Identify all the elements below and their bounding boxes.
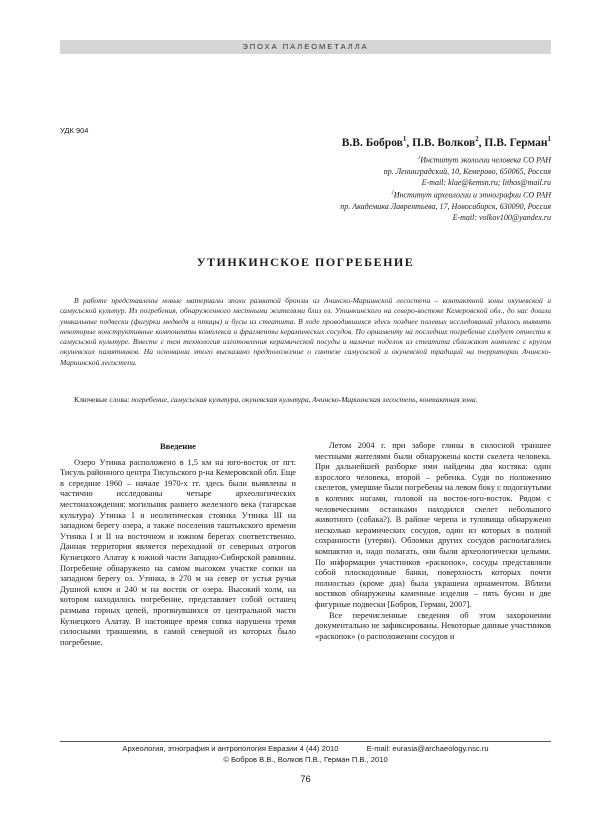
affiliation-line: $^1$Институт экологии человека СО РАН: [417, 155, 551, 165]
page-number: 76: [300, 774, 311, 785]
body-paragraph: Летом 2004 г. при заборе глины в силосной траншее местными жителями были обнаружены кости скелета человека. При дальнейшей разборке ими найдены два костяка: один взрослого человека, второй – ребенка. Судя по положению скелетов, умершие были погребены на левом боку с подогнутыми в коленях ногами, головой на восток-юго-восток. Рядом с человеческими останками находился скелет небольшого животного (собака?). В районе черепа и туловища обнаружено несколько керамических сосудов, один из которых в полной сохранности (утерян). Обломки других сосудов располагались компактно и, надо полагать, они были археологически целыми. По информации участников «раскопок», сосуды представляли собой плоскодонные банки, поверхность которых почти полностью (кроме дна) была украшена орнаментом. Вблизи костяков обнаружены каменные изделия – пять бусин и две фигурные подвески [Бобров, Герман, 2007].: [315, 441, 551, 609]
keywords-label: Ключевые слова:: [74, 395, 130, 404]
author-affiliation-mark: 2: [475, 136, 479, 143]
footer-divider: [60, 741, 551, 742]
journal-year: 2010: [321, 744, 339, 753]
udk-code: УДК 904: [60, 126, 89, 135]
affiliation-line: пр. Академика Лаврентьева, 17, Новосибирск, 630090, Россия: [340, 202, 551, 212]
journal-footer: [60, 744, 551, 765]
author-affiliation-mark: 1: [402, 136, 407, 143]
author-name: П.В. Герман: [484, 136, 548, 149]
author-name: В.В. Бобров: [341, 136, 403, 149]
author-affiliation-mark: 1: [547, 136, 551, 143]
body-column-left: [60, 441, 296, 648]
journal-line: [60, 744, 551, 755]
journal-issue: 4 (44): [299, 744, 320, 753]
section-heading: Введение: [160, 441, 196, 451]
author-name: П.В. Волков: [412, 136, 476, 149]
section-title: ЭПОХА ПАЛЕОМЕТАЛЛА: [242, 42, 369, 51]
section-header-band: [60, 40, 551, 54]
affiliation-email[interactable]: E-mail: volkov100@yandex.ru: [452, 213, 551, 223]
affiliation-line: $^2$Институт археологии и этнографии СО РАН: [391, 190, 551, 200]
body-paragraph: Озеро Утинка расположено в 1,5 км на юго-восток от пгт. Тисуль районного центра Тисульского р-на Кемеровской обл. Еще в середине 1960 – начале 1970-х гг. здесь были выявлены и частично исследованы четыре археологических местонахождения: могильник раннего железного века (тагарская культура) Утинка I и неолитическая стоянка Утинка III на западном берегу озера, а также поселения таштыкского времени Утинка I и II на восточном и южном берегах соответственно. Данная территория является переходной от северных отрогов Кузнецкого Алатау к южной части Западно-Сибирской равнины. Погребение обнаружено на самом высоком участке сопки на западном берегу оз. Утинка, в 270 м на север от устья ручья Душной ключ и 240 м на восток от озера. Высокий холм, на котором находилось погребение, представляет собой останец размыва горных цепей, протянувшихся от центральной части Кузнецкого Алатау. В настоящее время сопка нарушена тремя силосными траншеями, в самой северной из которых было погребение.: [60, 457, 297, 647]
keywords-text: погребение, самусьская культура, окуневская культура, Ачинско-Мариинская лесостепь, контактная зона.: [131, 395, 478, 404]
copyright-line: © Бобров В.В., Волков П.В., Герман П.В., 2010: [223, 754, 388, 764]
journal-email[interactable]: E-mail: eurasia@archaeology.nsc.ru: [366, 744, 489, 753]
journal-name: Археология, этнография и антропология Евразии: [122, 744, 298, 753]
affiliations: [131, 153, 551, 224]
affiliation-line: пр. Ленинградский, 10, Кемерово, 650065, Россия: [383, 166, 551, 176]
article-title: УТИНКИНСКОЕ ПОГРЕБЕНИЕ: [196, 255, 415, 269]
author-list: В.В. Бобров$^1$, П.В. Волков$^2$, П.В. Герман$^1$: [341, 136, 551, 149]
keywords: [60, 395, 551, 405]
body-column-right: [315, 441, 551, 642]
affiliation-email[interactable]: E-mail: klae@kemsn.ru; lithos@mail.ru: [421, 178, 551, 188]
body-paragraph: Все перечисленные сведения об этом захоронении документально не зафиксированы. Некоторые данные участников «раскопок» (о расположении сосудов и: [315, 610, 551, 641]
abstract: В работе представлены новые материалы эпохи развитой бронзы из Ачинско-Мариинской лесостепи – контактной зоны окуневской и самусьской культур. Из погребения, обнаруженного местными жителями близ оз. Утинкинского на северо-востоке Кемеровской обл., до нас дошли уникальные подвески (фигурки медведя и птицы) и бусы из стеатита. В ходе проводившихся здесь позднее полевых исследований удалось выявить некоторые конструктивные компоненты комплекса и фрагменты керамических сосудов. По орнаменту на последних погребение следует отнести к самусьской культуре. Вместе с тем технология изготовления керамической посуды и наличие поделок из стеатита сближают комплекс с кругом окуневских памятников. На основании этого высказано предположение о синтезе самусьской и окуневской традиций на территории Ачинско-Мариинской лесостепи.: [60, 296, 551, 367]
